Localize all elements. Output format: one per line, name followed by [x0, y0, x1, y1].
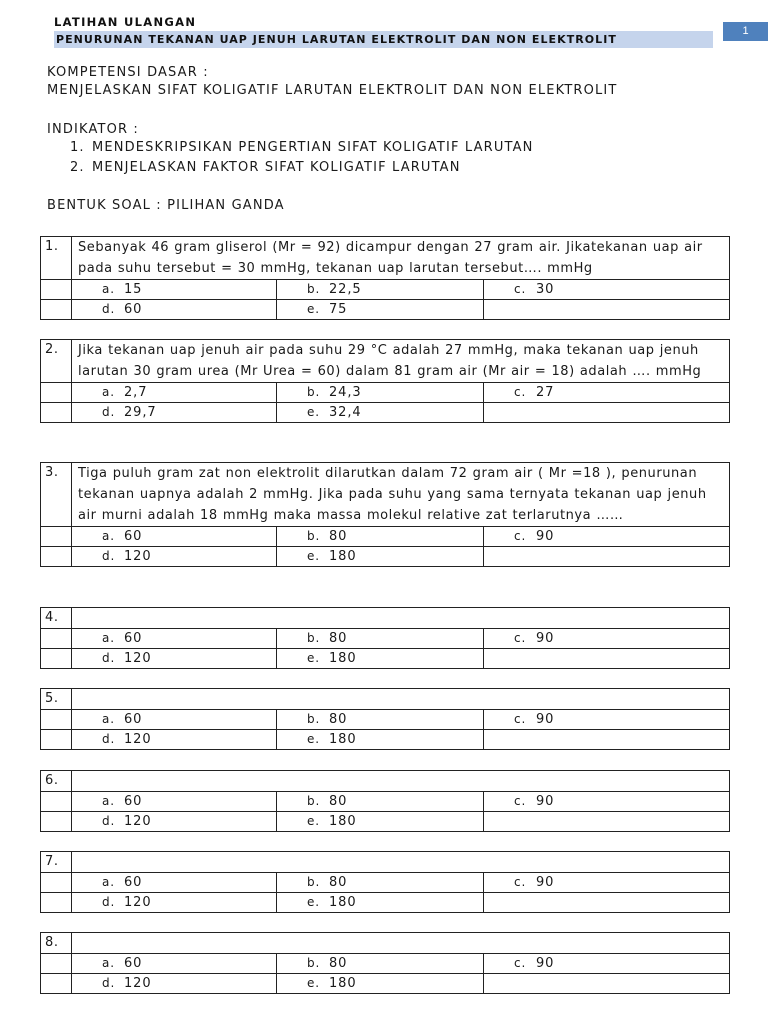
question-stem: Jika tekanan uap jenuh air pada suhu 29 °C adalah 27 mmHg, maka tekanan uap jenuh larutan 30 gram urea (Mr Urea = 60) dalam 81 gram air (Mr air = 18) adalah …. mmHg [72, 340, 730, 383]
option-value: 120 [124, 732, 152, 747]
question-table [40, 932, 730, 994]
answer-option[interactable] [72, 547, 276, 566]
option-letter: a. [102, 529, 115, 543]
option-cell[interactable] [277, 547, 484, 567]
answer-option[interactable] [72, 873, 276, 892]
question-table [40, 462, 730, 567]
spacer-cell [41, 730, 72, 750]
option-cell[interactable] [72, 280, 277, 300]
options-row [41, 547, 730, 567]
option-value: 27 [536, 385, 555, 400]
answer-option[interactable] [277, 710, 483, 729]
question-stem-row [41, 689, 730, 710]
option-cell[interactable] [72, 893, 277, 913]
option-cell[interactable] [484, 547, 730, 567]
option-cell[interactable] [72, 649, 277, 669]
option-value: 180 [329, 732, 357, 747]
spacer-cell [41, 893, 72, 913]
indikator-item [70, 159, 534, 179]
option-cell[interactable] [277, 300, 484, 320]
option-value: 120 [124, 814, 152, 829]
option-value: 90 [536, 529, 555, 544]
option-cell[interactable] [72, 954, 277, 974]
option-value: 80 [329, 529, 348, 544]
option-value: 180 [329, 549, 357, 564]
option-value: 80 [329, 875, 348, 890]
question-number: 4. [41, 608, 72, 629]
option-cell[interactable] [484, 383, 730, 403]
question-stem: Tiga puluh gram zat non elektrolit dilarutkan dalam 72 gram air ( Mr =18 ), penurunan tekanan uapnya adalah 2 mmHg. Jika pada suhu yang sama ternyata tekanan uap jenuh air murni adalah 18 mmHg maka massa molekul relative zat terlarutnya …… [72, 463, 730, 527]
option-cell[interactable] [72, 873, 277, 893]
option-letter: b. [307, 385, 321, 399]
option-letter: b. [307, 956, 321, 970]
option-letter: c. [514, 794, 527, 808]
option-cell[interactable] [72, 812, 277, 832]
answer-option[interactable] [277, 812, 483, 831]
options-row [41, 812, 730, 832]
option-cell[interactable] [277, 280, 484, 300]
spacer-cell [41, 974, 72, 994]
option-value: 180 [329, 895, 357, 910]
option-cell[interactable] [277, 403, 484, 423]
indikator-number: 1. [70, 140, 85, 155]
option-letter: a. [102, 631, 115, 645]
option-letter: b. [307, 712, 321, 726]
option-value: 120 [124, 549, 152, 564]
spacer-cell [41, 547, 72, 567]
question-stem-row [41, 771, 730, 792]
header-title: PENURUNAN TEKANAN UAP JENUH LARUTAN ELEKTROLIT DAN NON ELEKTROLIT [54, 31, 713, 48]
options-row [41, 873, 730, 893]
option-cell[interactable] [484, 974, 730, 994]
answer-option[interactable] [72, 280, 276, 299]
question-number: 5. [41, 689, 72, 710]
option-cell[interactable] [72, 383, 277, 403]
question-table [40, 607, 730, 669]
answer-option[interactable] [277, 730, 483, 749]
option-value: 60 [124, 529, 143, 544]
option-cell[interactable] [72, 974, 277, 994]
question-table [40, 236, 730, 320]
question-stem-row [41, 340, 730, 383]
option-letter: c. [514, 385, 527, 399]
option-value: 90 [536, 956, 555, 971]
answer-option[interactable] [72, 710, 276, 729]
option-letter: d. [102, 732, 116, 746]
option-cell[interactable] [484, 710, 730, 730]
option-cell[interactable] [277, 629, 484, 649]
indikator-item [70, 139, 534, 159]
option-value: 80 [329, 956, 348, 971]
option-value: 60 [124, 631, 143, 646]
option-letter: e. [307, 976, 320, 990]
option-cell[interactable] [277, 710, 484, 730]
option-value: 60 [124, 712, 143, 727]
option-value: 60 [124, 794, 143, 809]
option-value: 90 [536, 794, 555, 809]
answer-option[interactable] [72, 300, 276, 319]
option-cell[interactable] [277, 893, 484, 913]
question-stem [72, 852, 730, 873]
option-value: 75 [329, 302, 348, 317]
option-letter: e. [307, 814, 320, 828]
answer-option[interactable] [277, 893, 483, 912]
question-stem-row [41, 463, 730, 527]
question-stem-row [41, 237, 730, 280]
option-value: 60 [124, 875, 143, 890]
question-stem [72, 608, 730, 629]
option-letter: a. [102, 956, 115, 970]
question-stem-row [41, 608, 730, 629]
page-number-badge: 1 [723, 22, 768, 41]
option-cell[interactable] [277, 954, 484, 974]
indikator-number: 2. [70, 160, 85, 175]
spacer-cell [41, 300, 72, 320]
option-cell[interactable] [277, 730, 484, 750]
option-letter: c. [514, 529, 527, 543]
option-cell[interactable] [277, 812, 484, 832]
option-letter: b. [307, 282, 321, 296]
answer-option[interactable] [277, 873, 483, 892]
option-cell[interactable] [72, 300, 277, 320]
option-value: 2,7 [124, 385, 148, 400]
option-cell[interactable] [484, 300, 730, 320]
question-table [40, 851, 730, 913]
answer-option[interactable] [72, 893, 276, 912]
option-value: 30 [536, 282, 555, 297]
option-cell[interactable] [484, 812, 730, 832]
bentuk-soal: BENTUK SOAL : PILIHAN GANDA [47, 198, 285, 213]
question-number: 3. [41, 463, 72, 527]
option-value: 90 [536, 875, 555, 890]
option-letter: d. [102, 814, 116, 828]
answer-option[interactable] [277, 300, 483, 319]
indikator-list [70, 139, 534, 179]
option-cell[interactable] [277, 383, 484, 403]
spacer-cell [41, 954, 72, 974]
question-stem-row [41, 852, 730, 873]
answer-option[interactable] [277, 280, 483, 299]
question-number: 8. [41, 933, 72, 954]
option-letter: d. [102, 651, 116, 665]
option-cell[interactable] [484, 954, 730, 974]
option-letter: c. [514, 631, 527, 645]
answer-option[interactable] [72, 629, 276, 648]
option-value: 80 [329, 712, 348, 727]
answer-option[interactable] [484, 873, 729, 892]
answer-option[interactable] [277, 954, 483, 973]
answer-option[interactable] [277, 547, 483, 566]
option-cell[interactable] [72, 730, 277, 750]
option-cell[interactable] [277, 649, 484, 669]
option-value: 24,3 [329, 385, 362, 400]
option-cell[interactable] [72, 792, 277, 812]
option-value: 180 [329, 651, 357, 666]
option-letter: b. [307, 875, 321, 889]
spacer-cell [41, 383, 72, 403]
option-letter: d. [102, 302, 116, 316]
option-value: 22,5 [329, 282, 362, 297]
option-value: 180 [329, 814, 357, 829]
option-letter: d. [102, 405, 116, 419]
option-value: 32,4 [329, 405, 362, 420]
option-cell[interactable] [277, 873, 484, 893]
options-row [41, 974, 730, 994]
indikator-label: INDIKATOR : [47, 122, 139, 137]
spacer-cell [41, 649, 72, 669]
answer-option[interactable] [72, 792, 276, 811]
option-letter: e. [307, 651, 320, 665]
option-value: 90 [536, 712, 555, 727]
option-value: 120 [124, 895, 152, 910]
spacer-cell [41, 873, 72, 893]
header-kicker: LATIHAN ULANGAN [54, 15, 197, 29]
option-value: 15 [124, 282, 143, 297]
option-value: 180 [329, 976, 357, 991]
option-cell[interactable] [277, 527, 484, 547]
answer-option[interactable] [72, 954, 276, 973]
answer-option[interactable] [484, 280, 729, 299]
option-letter: e. [307, 549, 320, 563]
option-letter: e. [307, 895, 320, 909]
question-stem-row [41, 933, 730, 954]
answer-option[interactable] [484, 383, 729, 402]
option-value: 120 [124, 651, 152, 666]
answer-option[interactable] [277, 974, 483, 993]
option-letter: a. [102, 282, 115, 296]
option-value: 80 [329, 794, 348, 809]
options-row [41, 527, 730, 547]
question-stem [72, 933, 730, 954]
option-letter: a. [102, 712, 115, 726]
options-row [41, 792, 730, 812]
options-row [41, 300, 730, 320]
answer-option[interactable] [72, 649, 276, 668]
answer-option[interactable] [72, 974, 276, 993]
spacer-cell [41, 280, 72, 300]
answer-option[interactable] [72, 403, 276, 422]
spacer-cell [41, 792, 72, 812]
spacer-cell [41, 812, 72, 832]
answer-option[interactable] [484, 527, 729, 546]
option-cell[interactable] [72, 547, 277, 567]
answer-option[interactable] [277, 527, 483, 546]
indikator-text: MENJELASKAN FAKTOR SIFAT KOLIGATIF LARUTAN [92, 160, 461, 175]
option-cell[interactable] [484, 527, 730, 547]
option-letter: c. [514, 956, 527, 970]
question-stem [72, 689, 730, 710]
question-number: 6. [41, 771, 72, 792]
option-cell[interactable] [484, 730, 730, 750]
question-table [40, 688, 730, 750]
option-letter: d. [102, 549, 116, 563]
spacer-cell [41, 629, 72, 649]
question-table [40, 339, 730, 423]
option-cell[interactable] [277, 974, 484, 994]
option-cell[interactable] [484, 649, 730, 669]
options-row [41, 649, 730, 669]
answer-option[interactable] [277, 403, 483, 422]
option-value: 120 [124, 976, 152, 991]
kompetensi-text: MENJELASKAN SIFAT KOLIGATIF LARUTAN ELEKTROLIT DAN NON ELEKTROLIT [47, 83, 618, 98]
spacer-cell [41, 527, 72, 547]
answer-option[interactable] [72, 730, 276, 749]
answer-option[interactable] [277, 649, 483, 668]
question-stem [72, 771, 730, 792]
option-value: 90 [536, 631, 555, 646]
option-letter: e. [307, 732, 320, 746]
question-number: 7. [41, 852, 72, 873]
option-letter: e. [307, 405, 320, 419]
answer-option[interactable] [277, 792, 483, 811]
indikator-text: MENDESKRIPSIKAN PENGERTIAN SIFAT KOLIGATIF LARUTAN [92, 140, 534, 155]
kompetensi-label: KOMPETENSI DASAR : [47, 65, 209, 80]
option-letter: c. [514, 282, 527, 296]
option-value: 80 [329, 631, 348, 646]
answer-option[interactable] [72, 812, 276, 831]
option-cell[interactable] [484, 403, 730, 423]
spacer-cell [41, 710, 72, 730]
option-letter: d. [102, 895, 116, 909]
options-row [41, 280, 730, 300]
option-cell[interactable] [72, 710, 277, 730]
question-table [40, 770, 730, 832]
options-row [41, 629, 730, 649]
option-letter: e. [307, 302, 320, 316]
option-cell[interactable] [277, 792, 484, 812]
answer-option[interactable] [484, 629, 729, 648]
option-cell[interactable] [72, 629, 277, 649]
option-cell[interactable] [72, 403, 277, 423]
answer-option[interactable] [72, 527, 276, 546]
option-letter: a. [102, 875, 115, 889]
options-row [41, 403, 730, 423]
options-row [41, 383, 730, 403]
answer-option[interactable] [277, 629, 483, 648]
answer-option[interactable] [484, 954, 729, 973]
question-stem: Sebanyak 46 gram gliserol (Mr = 92) dicampur dengan 27 gram air. Jikatekanan uap air pada suhu tersebut = 30 mmHg, tekanan uap larutan tersebut…. mmHg [72, 237, 730, 280]
options-row [41, 710, 730, 730]
option-cell[interactable] [484, 629, 730, 649]
options-row [41, 954, 730, 974]
option-cell[interactable] [484, 280, 730, 300]
option-cell[interactable] [72, 527, 277, 547]
option-cell[interactable] [484, 873, 730, 893]
option-letter: a. [102, 794, 115, 808]
spacer-cell [41, 403, 72, 423]
options-row [41, 730, 730, 750]
option-value: 60 [124, 302, 143, 317]
question-number: 2. [41, 340, 72, 383]
option-letter: b. [307, 794, 321, 808]
answer-option[interactable] [484, 710, 729, 729]
option-value: 29,7 [124, 405, 157, 420]
option-cell[interactable] [484, 893, 730, 913]
option-letter: b. [307, 631, 321, 645]
option-value: 60 [124, 956, 143, 971]
answer-option[interactable] [72, 383, 276, 402]
option-letter: a. [102, 385, 115, 399]
option-letter: d. [102, 976, 116, 990]
option-letter: c. [514, 875, 527, 889]
option-letter: b. [307, 529, 321, 543]
option-letter: c. [514, 712, 527, 726]
answer-option[interactable] [484, 792, 729, 811]
answer-option[interactable] [277, 383, 483, 402]
question-number: 1. [41, 237, 72, 280]
option-cell[interactable] [484, 792, 730, 812]
options-row [41, 893, 730, 913]
